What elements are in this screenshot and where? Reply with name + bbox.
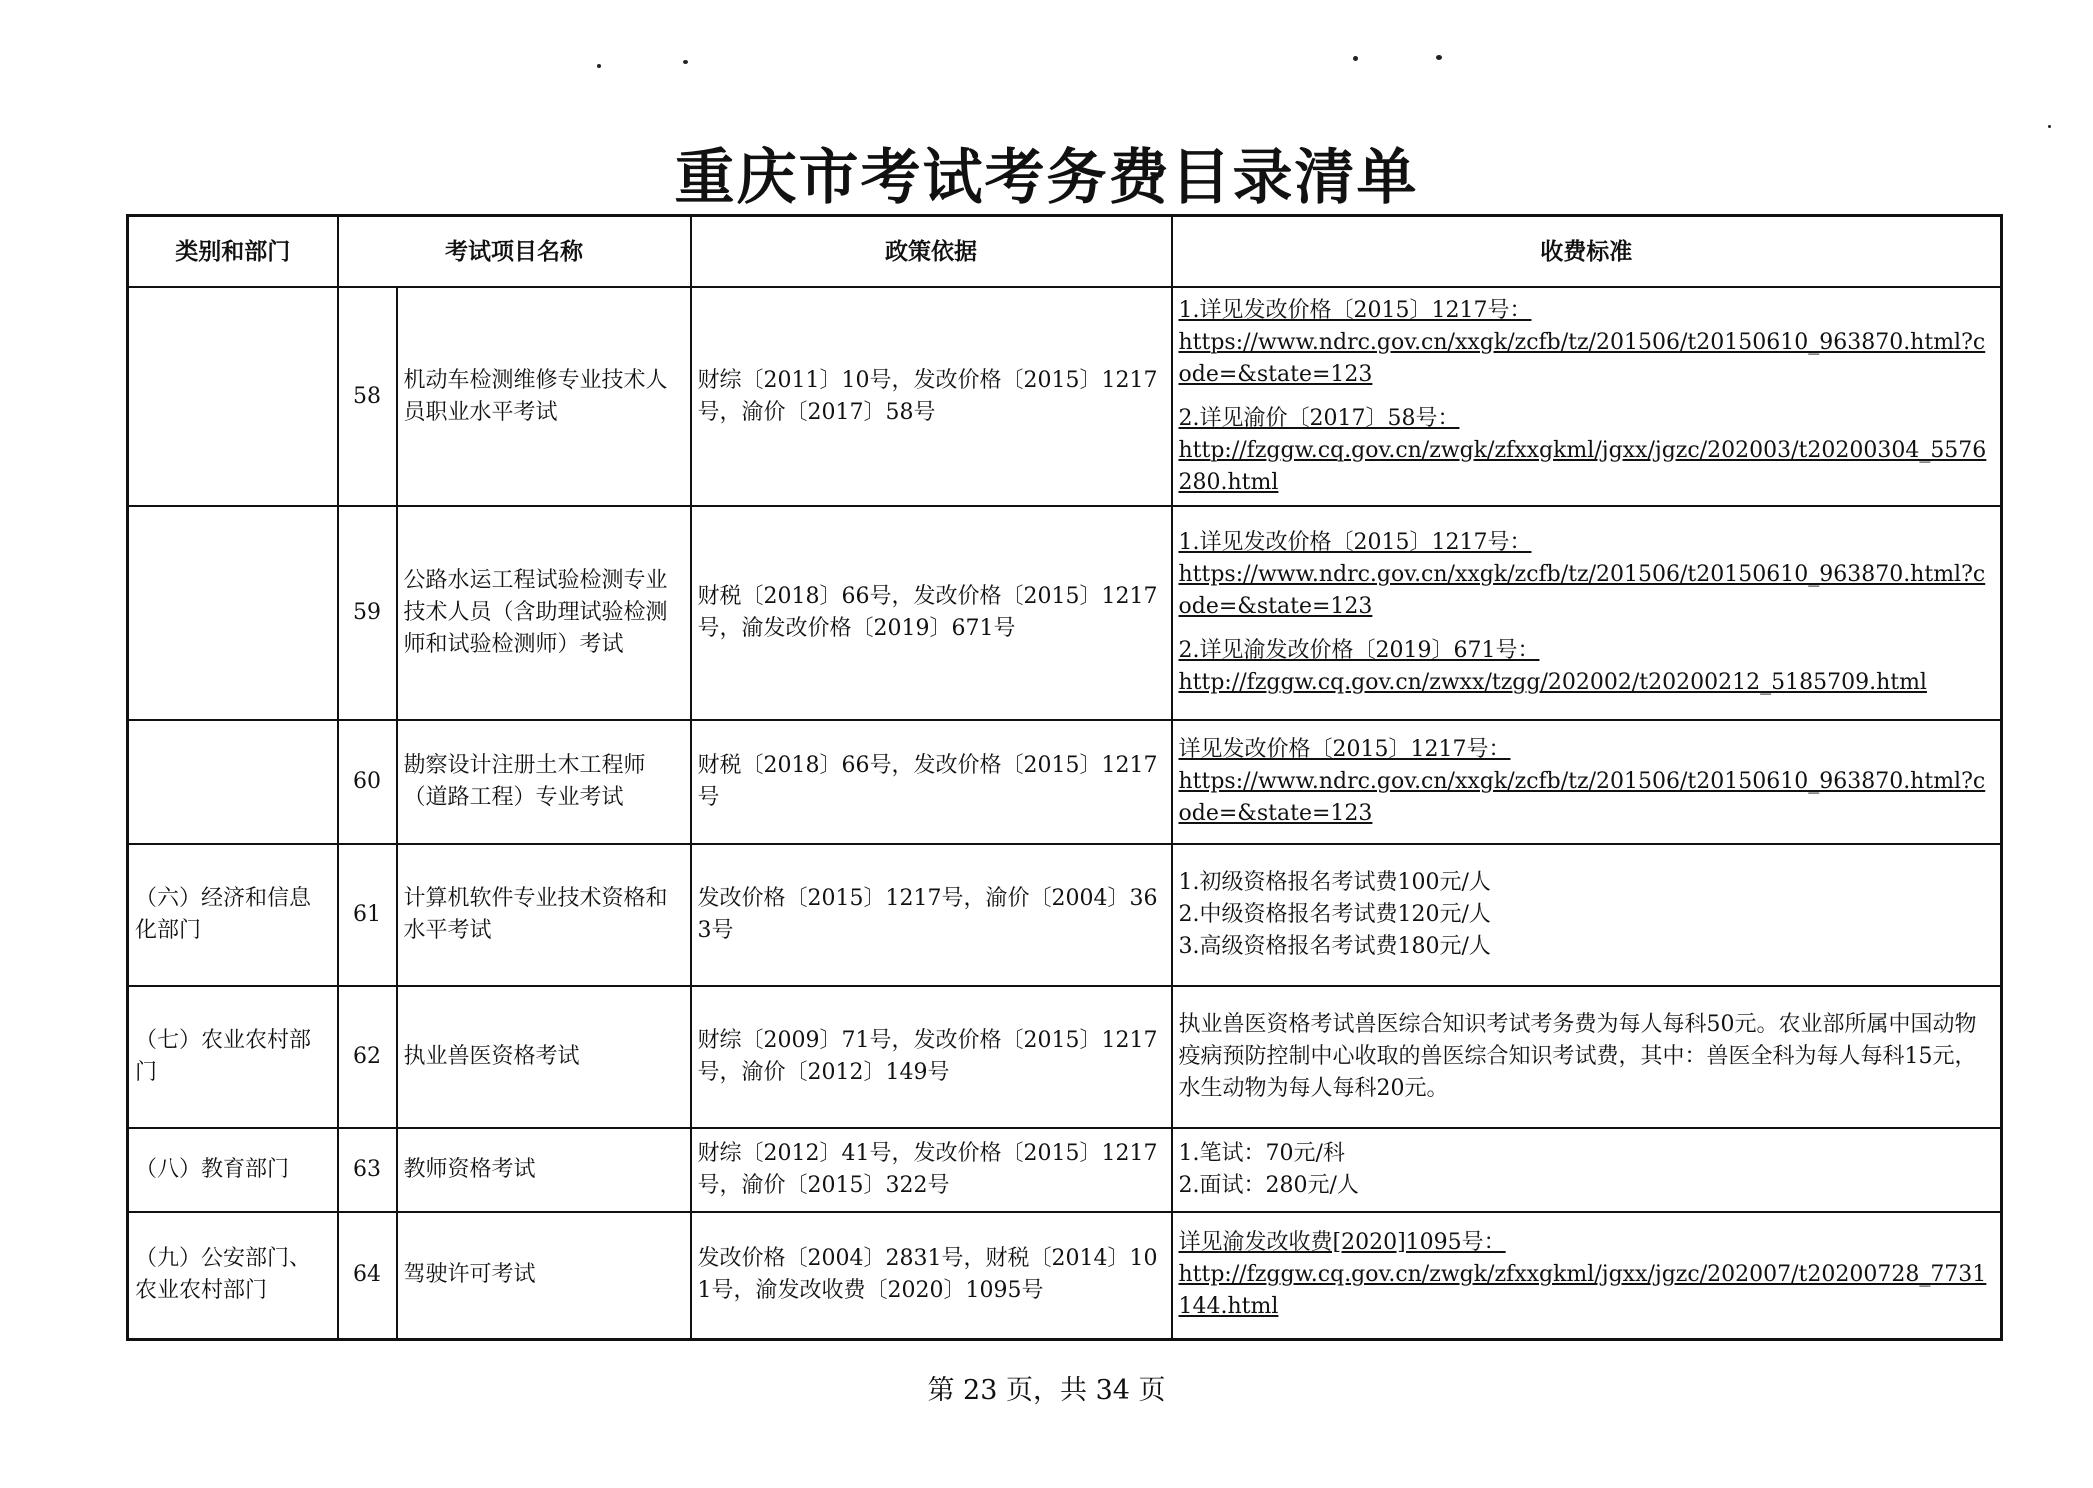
policy-basis: 发改价格〔2004〕2831号，财税〔2014〕101号，渝发改收费〔2020〕1095号	[691, 1212, 1172, 1339]
header-fee: 收费标准	[1172, 216, 2002, 288]
fee-standard	[1172, 720, 2002, 844]
fee-line: 2.中级资格报名考试费120元/人	[1178, 902, 1491, 927]
exam-number: 60	[338, 720, 397, 844]
fee-link[interactable]: http://fzggw.cq.gov.cn/zwxx/tzgg/202002/t20200212_5185709.html	[1178, 670, 1927, 695]
policy-basis: 财综〔2009〕71号，发改价格〔2015〕1217号，渝价〔2012〕149号	[691, 986, 1172, 1128]
exam-number: 61	[338, 844, 397, 986]
category-cell	[128, 720, 338, 844]
fee-link[interactable]: http://fzggw.cq.gov.cn/zwgk/zfxxgkml/jgxx/jgzc/202007/t20200728_7731144.html	[1178, 1262, 1987, 1320]
category-cell	[128, 506, 338, 720]
category-cell	[128, 287, 338, 506]
fee-link[interactable]: http://fzggw.cq.gov.cn/zwgk/zfxxgkml/jgxx/jgzc/202003/t20200304_5576280.html	[1178, 437, 1987, 495]
fee-link[interactable]: https://www.ndrc.gov.cn/xxgk/zcfb/tz/201506/t20150610_963870.html?code=&state=123	[1178, 329, 1986, 387]
exam-name: 执业兽医资格考试	[397, 986, 691, 1128]
exam-number: 63	[338, 1128, 397, 1212]
fee-link[interactable]: https://www.ndrc.gov.cn/xxgk/zcfb/tz/201506/t20150610_963870.html?code=&state=123	[1178, 769, 1986, 826]
scan-speck	[2048, 125, 2051, 128]
category-cell: （七）农业农村部门	[128, 986, 338, 1128]
scan-speck	[1353, 56, 1358, 61]
exam-name: 教师资格考试	[397, 1128, 691, 1212]
exam-name: 机动车检测维修专业技术人员职业水平考试	[397, 287, 691, 506]
fee-standard	[1172, 1128, 2002, 1212]
policy-basis: 财综〔2011〕10号，发改价格〔2015〕1217号，渝价〔2017〕58号	[691, 287, 1172, 506]
category-cell: （六）经济和信息化部门	[128, 844, 338, 986]
fee-line: 1.初级资格报名考试费100元/人	[1178, 870, 1491, 895]
header-category: 类别和部门	[128, 216, 338, 288]
table-row	[128, 1128, 2002, 1212]
table-row	[128, 1212, 2002, 1339]
exam-number: 64	[338, 1212, 397, 1339]
fee-standard	[1172, 287, 2002, 506]
table-row	[128, 287, 2002, 506]
scan-speck	[1436, 55, 1442, 60]
exam-name: 公路水运工程试验检测专业技术人员（含助理试验检测师和试验检测师）考试	[397, 506, 691, 720]
scan-speck	[683, 60, 688, 64]
category-cell: （八）教育部门	[128, 1128, 338, 1212]
fee-line: 2.面试：280元/人	[1178, 1173, 1359, 1198]
fee-line: 1.详见发改价格〔2015〕1217号：	[1178, 530, 1532, 555]
exam-number: 58	[338, 287, 397, 506]
policy-basis: 发改价格〔2015〕1217号，渝价〔2004〕363号	[691, 844, 1172, 986]
table-row	[128, 506, 2002, 720]
header-exam: 考试项目名称	[338, 216, 691, 288]
fee-line: 2.详见渝价〔2017〕58号：	[1178, 405, 1460, 431]
exam-name: 计算机软件专业技术资格和水平考试	[397, 844, 691, 986]
fee-line: 1.笔试：70元/科	[1178, 1141, 1345, 1166]
fee-link[interactable]: https://www.ndrc.gov.cn/xxgk/zcfb/tz/201506/t20150610_963870.html?code=&state=123	[1178, 562, 1986, 619]
fee-line: 执业兽医资格考试兽医综合知识考试考务费为每人每科50元。农业部所属中国动物疫病预防控制中心收取的兽医综合知识考试费，其中：兽医全科为每人每科15元，水生动物为每人每科20元。	[1178, 1012, 1977, 1101]
fee-catalog-table	[126, 214, 2003, 1341]
fee-line: 详见渝发改收费[2020]1095号：	[1178, 1230, 1506, 1256]
fee-line: 2.详见渝发改价格〔2019〕671号：	[1178, 638, 1540, 663]
table-row	[128, 720, 2002, 844]
exam-number: 62	[338, 986, 397, 1128]
page-title: 重庆市考试考务费目录清单	[674, 143, 1419, 213]
table-row	[128, 844, 2002, 986]
scan-speck	[597, 64, 601, 68]
fee-line: 1.详见发改价格〔2015〕1217号：	[1178, 297, 1532, 323]
policy-basis: 财税〔2018〕66号，发改价格〔2015〕1217号，渝发改价格〔2019〕671号	[691, 506, 1172, 720]
exam-name: 驾驶许可考试	[397, 1212, 691, 1339]
fee-standard	[1172, 506, 2002, 720]
table-row	[128, 986, 2002, 1128]
fee-standard	[1172, 986, 2002, 1128]
page-number: 第 23 页，共 34 页	[927, 1375, 1166, 1406]
policy-basis: 财综〔2012〕41号，发改价格〔2015〕1217号，渝价〔2015〕322号	[691, 1128, 1172, 1212]
table-header-row	[128, 216, 2002, 288]
exam-name: 勘察设计注册土木工程师（道路工程）专业考试	[397, 720, 691, 844]
fee-standard	[1172, 1212, 2002, 1339]
fee-line: 详见发改价格〔2015〕1217号：	[1178, 737, 1511, 762]
fee-standard	[1172, 844, 2002, 986]
header-policy: 政策依据	[691, 216, 1172, 288]
fee-line: 3.高级资格报名考试费180元/人	[1178, 934, 1491, 959]
policy-basis: 财税〔2018〕66号，发改价格〔2015〕1217号	[691, 720, 1172, 844]
category-cell: （九）公安部门、农业农村部门	[128, 1212, 338, 1339]
exam-number: 59	[338, 506, 397, 720]
